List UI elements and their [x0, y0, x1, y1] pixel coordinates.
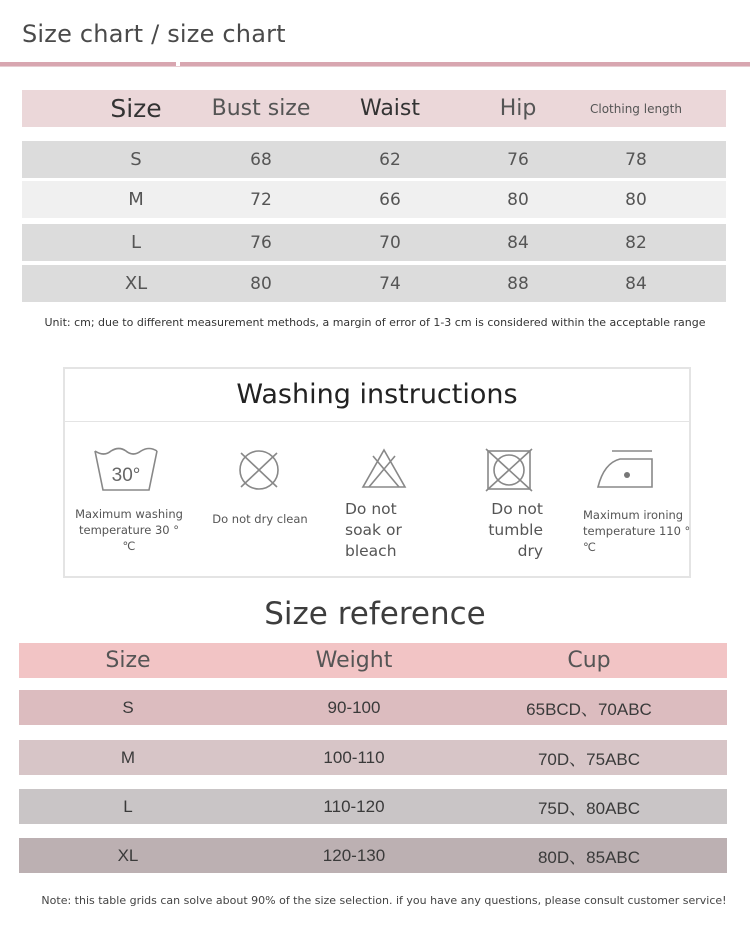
title-divider [0, 61, 750, 69]
table-row [19, 740, 727, 775]
ref-column-header-weight: Weight [315, 648, 393, 673]
column-header-waist: Waist [359, 96, 421, 121]
waist-cell: 62 [379, 149, 401, 170]
length-cell: 82 [625, 232, 647, 253]
wash-30-label: Maximum washing temperature 30 ° ℃ [75, 507, 183, 553]
ref-size-cell: M [120, 747, 136, 767]
waist-cell: 74 [379, 273, 401, 294]
bust-cell: 80 [250, 273, 272, 294]
ref-cup-cell: 65BCD、70ABC [526, 700, 652, 719]
hip-cell: 76 [507, 149, 529, 170]
table-row [22, 224, 726, 261]
footer-note: Note: this table grids can solve about 90% of the size selection. if you have any questions, please consult customer service! [41, 894, 727, 907]
ref-cup-cell: 80D、85ABC [537, 848, 641, 867]
length-cell: 84 [625, 273, 647, 294]
ref-weight-cell: 120-130 [322, 845, 386, 865]
ref-size-cell: XL [117, 845, 139, 865]
column-header-hip: Hip [499, 96, 537, 121]
ref-column-header-size: Size [105, 648, 151, 673]
waist-cell: 66 [379, 189, 401, 210]
length-cell: 78 [625, 149, 647, 170]
page-title: Size chart / size chart [22, 20, 286, 48]
column-header-clothing-length: Clothing length [590, 101, 682, 116]
hip-cell: 88 [507, 273, 529, 294]
size-chart-header-row [22, 90, 726, 127]
column-header-size: Size [110, 94, 162, 123]
table-row [19, 838, 727, 873]
size-reference-header-row [19, 643, 727, 678]
washing-divider [65, 421, 689, 422]
size-cell: XL [124, 273, 148, 294]
no-bleach-label: Do not soak or bleach [345, 500, 402, 560]
bust-cell: 68 [250, 149, 272, 170]
no-tumble-dry-label: Do not tumble dry [488, 500, 543, 560]
ref-cup-cell: 75D、80ABC [537, 799, 641, 818]
iron-110-label: Maximum ironing temperature 110 ° ℃ [583, 508, 691, 554]
no-tumble-dry-icon [484, 447, 534, 493]
size-cell: L [130, 232, 142, 253]
ref-weight-cell: 110-120 [323, 796, 385, 816]
ref-size-cell: S [122, 697, 134, 717]
hip-cell: 84 [507, 232, 529, 253]
iron-110-icon [596, 449, 654, 491]
washing-title: Washing instructions [236, 379, 518, 410]
table-row [22, 181, 726, 218]
column-header-bust: Bust size [211, 96, 311, 121]
unit-note: Unit: cm; due to different measurement methods, a margin of error of 1-3 cm is considered within the acceptable range [44, 316, 706, 329]
table-row [19, 690, 727, 725]
bust-cell: 76 [250, 232, 272, 253]
table-row [19, 789, 727, 824]
ref-weight-cell: 90-100 [327, 697, 381, 717]
table-row [22, 265, 726, 302]
ref-column-header-cup: Cup [567, 648, 611, 673]
hip-cell: 80 [507, 189, 529, 210]
size-cell: M [128, 189, 144, 210]
wash-temperature-text: 30° [111, 465, 141, 486]
ref-cup-cell: 70D、75ABC [537, 750, 641, 769]
no-dry-clean-label: Do not dry clean [212, 512, 308, 526]
ref-weight-cell: 100-110 [323, 747, 385, 767]
bust-cell: 72 [250, 189, 272, 210]
size-cell: S [130, 149, 142, 170]
no-bleach-icon [359, 447, 409, 491]
washing-instructions-panel [63, 367, 691, 578]
table-row [22, 141, 726, 178]
size-reference-title: Size reference [264, 596, 486, 632]
waist-cell: 70 [379, 232, 401, 253]
ref-size-cell: L [123, 796, 133, 816]
length-cell: 80 [625, 189, 647, 210]
wash-30-icon [93, 447, 159, 493]
no-dry-clean-icon [235, 449, 283, 491]
